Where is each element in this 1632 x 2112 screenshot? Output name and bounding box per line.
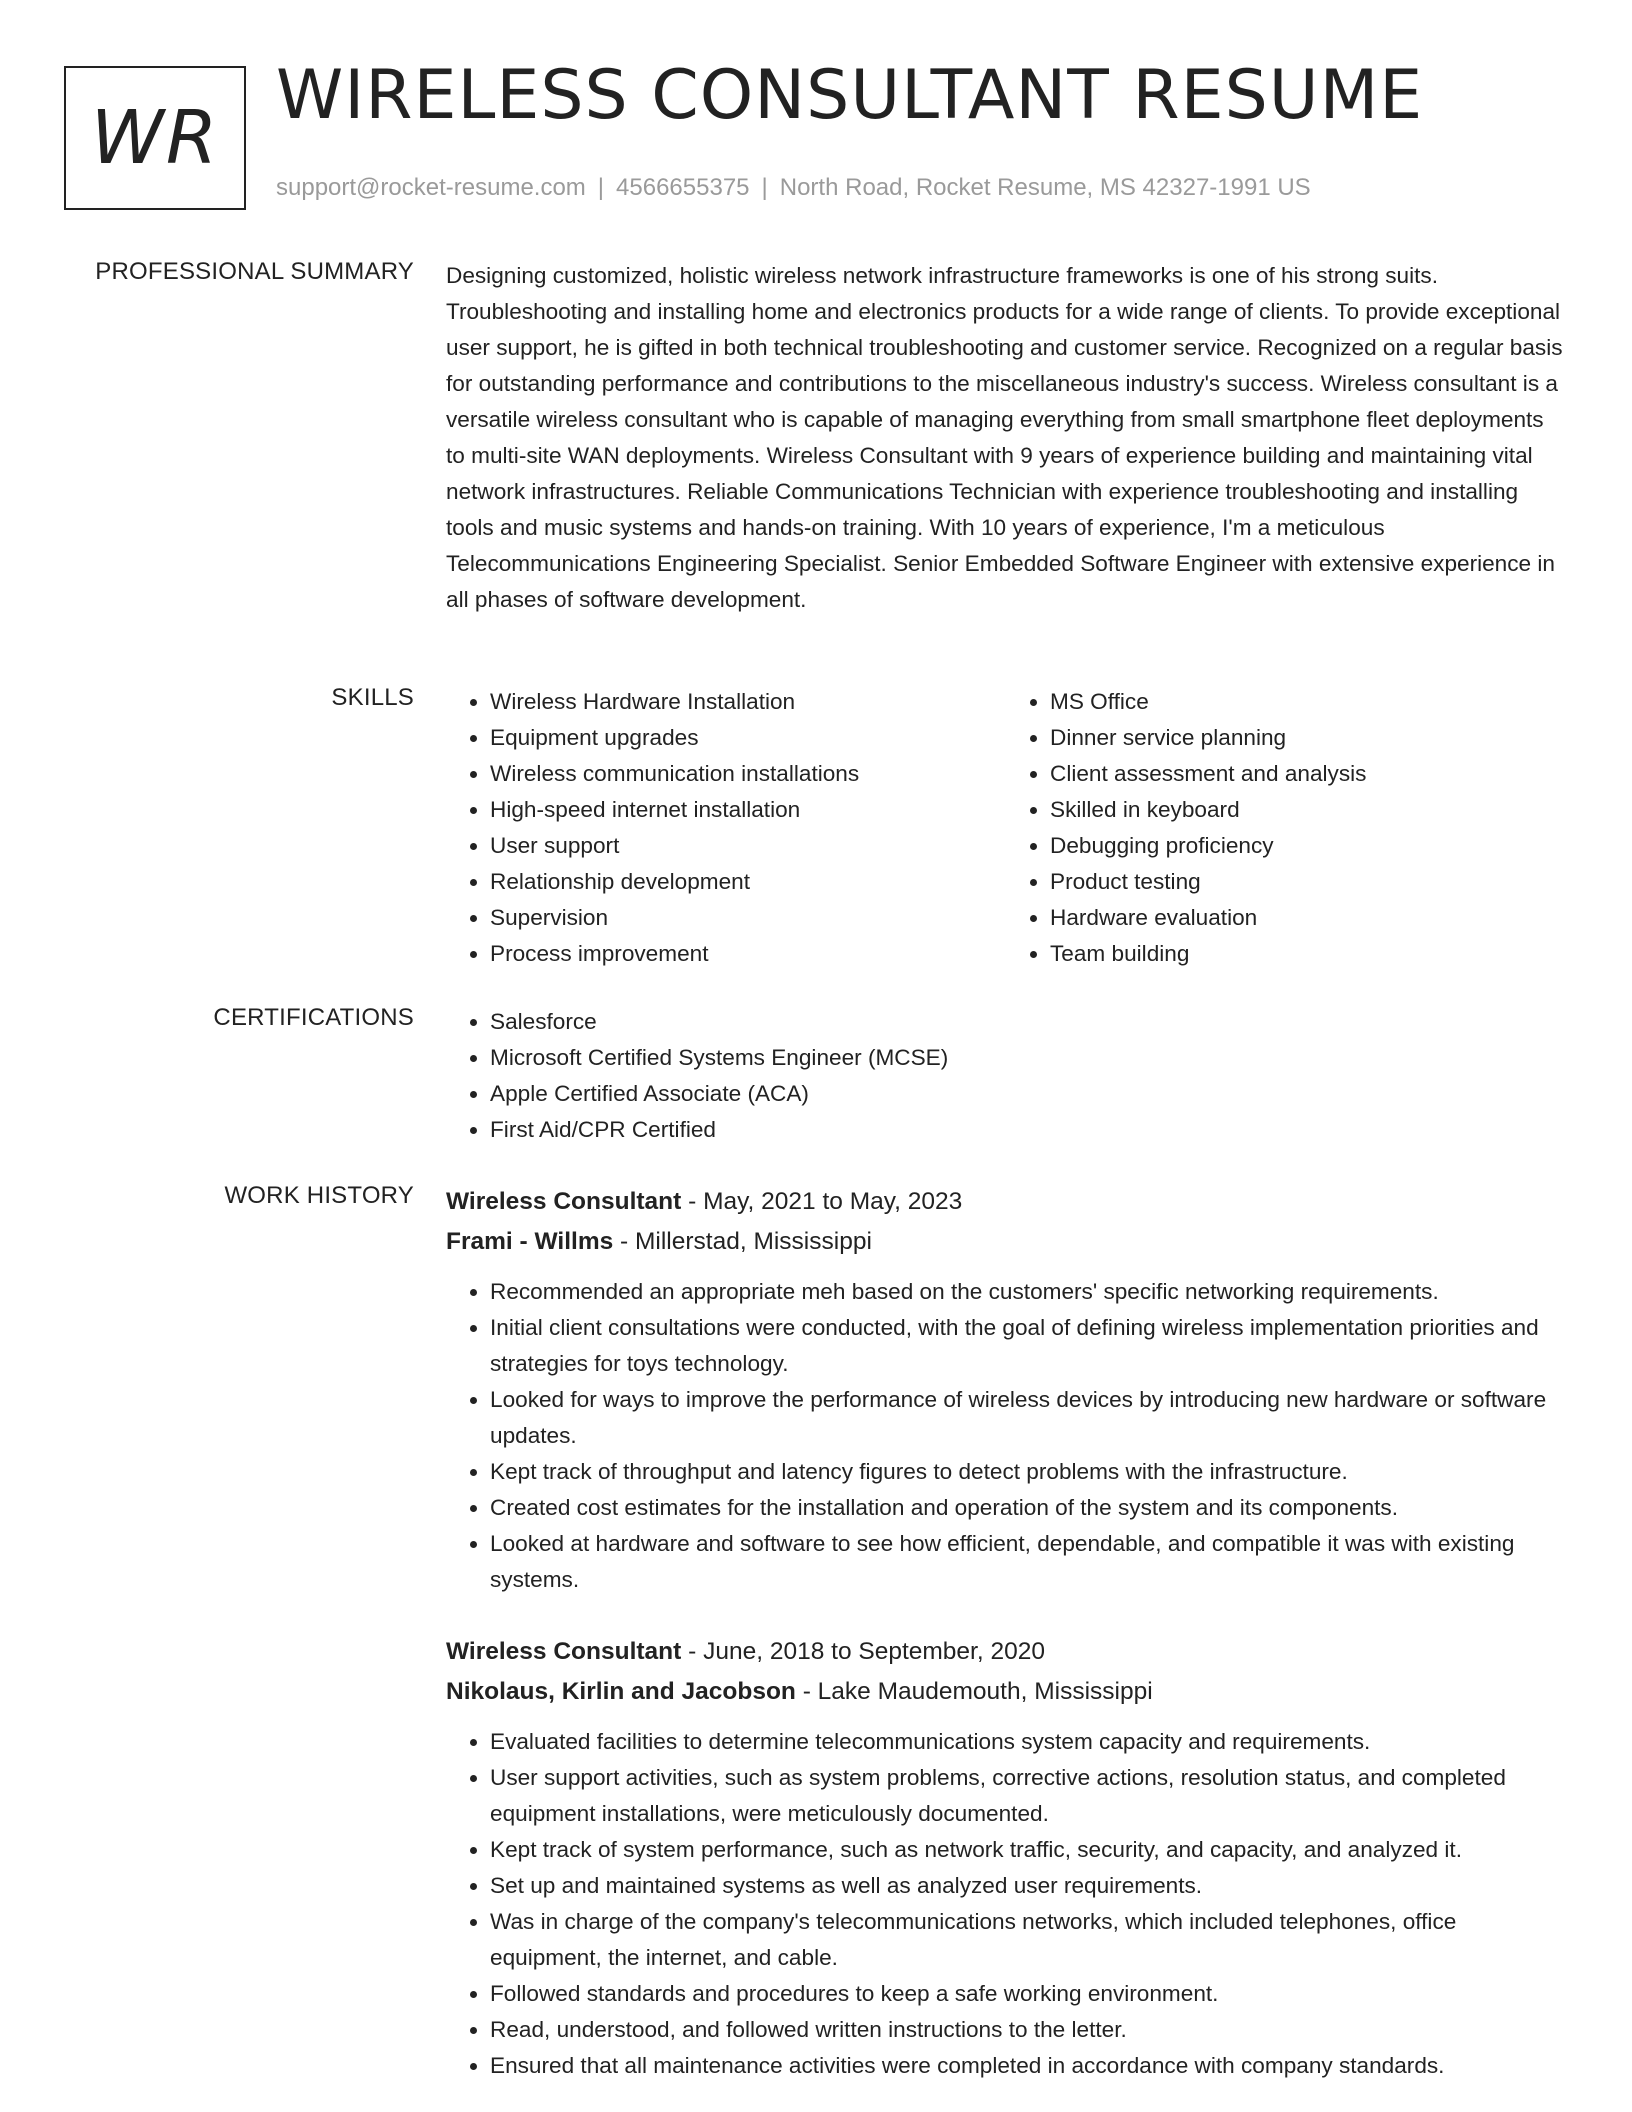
job-bullet: • Looked for ways to improve the performance of wireless devices by introducing new hardware or software updates.	[490, 1382, 1566, 1454]
skill-item: • Wireless Hardware Installation	[490, 684, 1006, 720]
job-bullet: • Kept track of system performance, such as network traffic, security, and capacity, and analyzed it.	[490, 1832, 1566, 1868]
job-dates: - June, 2018 to September, 2020	[681, 1638, 1045, 1665]
skill-item: • Supervision	[490, 900, 1006, 936]
contact-phone: 4566655375	[616, 174, 750, 201]
skill-item: • Skilled in keyboard	[1050, 792, 1566, 828]
skill-item: • Equipment upgrades	[490, 720, 1006, 756]
contact-separator: |	[597, 174, 605, 201]
skill-item: • Client assessment and analysis	[1050, 756, 1566, 792]
certification-item: • First Aid/CPR Certified	[490, 1112, 1566, 1148]
certification-item: • Apple Certified Associate (ACA)	[490, 1076, 1566, 1112]
job-company: Nikolaus, Kirlin and Jacobson	[446, 1678, 796, 1705]
section-label-summary: PROFESSIONAL SUMMARY	[95, 258, 414, 285]
job-title: Wireless Consultant	[446, 1188, 682, 1215]
job-bullet: • Kept track of throughput and latency figures to detect problems with the infrastructure.	[490, 1454, 1566, 1490]
job-bullet: • Recommended an appropriate meh based on the customers' specific networking requirements.	[490, 1274, 1566, 1310]
skill-item: • Hardware evaluation	[1050, 900, 1566, 936]
job-bullets	[446, 1724, 1566, 2084]
job-dates: - May, 2021 to May, 2023	[681, 1188, 963, 1215]
section-label-certifications: CERTIFICATIONS	[213, 1004, 414, 1031]
summary-text: Designing customized, holistic wireless network infrastructure frameworks is one of his strong suits. Troubleshooting and installing home and electronics products for a wide range of clients. To provide exceptional user support, he is gifted in both technical troubleshooting and customer service. Recognized on a regular basis for outstanding performance and contributions to the miscellaneous industry's success. Wireless consultant is a versatile wireless consultant who is capable of managing everything from small smartphone fleet deployments to multi-site WAN deployments. Wireless Consultant with 9 years of experience building and maintaining vital network infrastructures. Reliable Communications Technician with experience troubleshooting and installing tools and music systems and hands-on training. With 10 years of experience, I'm a meticulous Telecommunications Engineering Specialist. Senior Embedded Software Engineer with extensive experience in all phases of software development.	[446, 263, 1563, 612]
job-company-line	[446, 1222, 1566, 1262]
job-bullet: • Initial client consultations were conducted, with the goal of defining wireless implementation priorities and strategies for toys technology.	[490, 1310, 1566, 1382]
job-title: Wireless Consultant	[446, 1638, 682, 1665]
resume-title: WIRELESS CONSULTANT RESUME	[276, 56, 1424, 135]
job-entry	[446, 1632, 1566, 2084]
contact-address: North Road, Rocket Resume, MS 42327-1991 US	[779, 174, 1311, 201]
monogram-initials: WR	[90, 95, 220, 181]
skill-item: • Process improvement	[490, 936, 1006, 972]
contact-separator: |	[761, 174, 768, 201]
skill-item: • High-speed internet installation	[490, 792, 1006, 828]
section-label-work-history: WORK HISTORY	[224, 1182, 414, 1209]
skill-item: • Dinner service planning	[1050, 720, 1566, 756]
job-bullets	[446, 1274, 1566, 1598]
job-company-line	[446, 1672, 1566, 1712]
skill-item: • User support	[490, 828, 1006, 864]
certification-item: • Salesforce	[490, 1004, 1566, 1040]
contact-line	[276, 174, 1311, 202]
certification-item: • Microsoft Certified Systems Engineer (MCSE)	[490, 1040, 1566, 1076]
skills-list-left	[446, 684, 1006, 972]
job-bullet: • Read, understood, and followed written instructions to the letter.	[490, 2012, 1566, 2048]
monogram-box	[64, 66, 246, 210]
job-bullet: • Was in charge of the company's telecommunications networks, which included telephones, office equipment, the internet, and cable.	[490, 1904, 1566, 1976]
job-bullet: • Evaluated facilities to determine telecommunications system capacity and requirements.	[490, 1724, 1566, 1760]
skill-item: • Product testing	[1050, 864, 1566, 900]
skill-item: • Team building	[1050, 936, 1566, 972]
skill-item: • Relationship development	[490, 864, 1006, 900]
job-bullet: • Set up and maintained systems as well as analyzed user requirements.	[490, 1868, 1566, 1904]
job-title-line	[446, 1182, 1566, 1222]
section-label-skills: SKILLS	[331, 684, 414, 711]
job-bullet: • Ensured that all maintenance activities were completed in accordance with company standards.	[490, 2048, 1566, 2084]
skills-list-right	[1006, 684, 1566, 972]
job-location: - Millerstad, Mississippi	[613, 1228, 872, 1255]
job-location: - Lake Maudemouth, Mississippi	[795, 1678, 1153, 1705]
job-bullet: • Followed standards and procedures to keep a safe working environment.	[490, 1976, 1566, 2012]
skill-item: • Wireless communication installations	[490, 756, 1006, 792]
contact-email: support@rocket-resume.com	[276, 174, 586, 201]
skill-item: • Debugging proficiency	[1050, 828, 1566, 864]
skill-item: • MS Office	[1050, 684, 1566, 720]
job-bullet: • User support activities, such as system problems, corrective actions, resolution status, and completed equipment installations, were meticulously documented.	[490, 1760, 1566, 1832]
certifications-list	[446, 1004, 1566, 1148]
job-bullet: • Created cost estimates for the installation and operation of the system and its components.	[490, 1490, 1566, 1526]
job-entry	[446, 1182, 1566, 1598]
job-bullet: • Looked at hardware and software to see how efficient, dependable, and compatible it was with existing systems.	[490, 1526, 1566, 1598]
job-company: Frami - Willms	[446, 1228, 614, 1255]
job-title-line	[446, 1632, 1566, 1672]
